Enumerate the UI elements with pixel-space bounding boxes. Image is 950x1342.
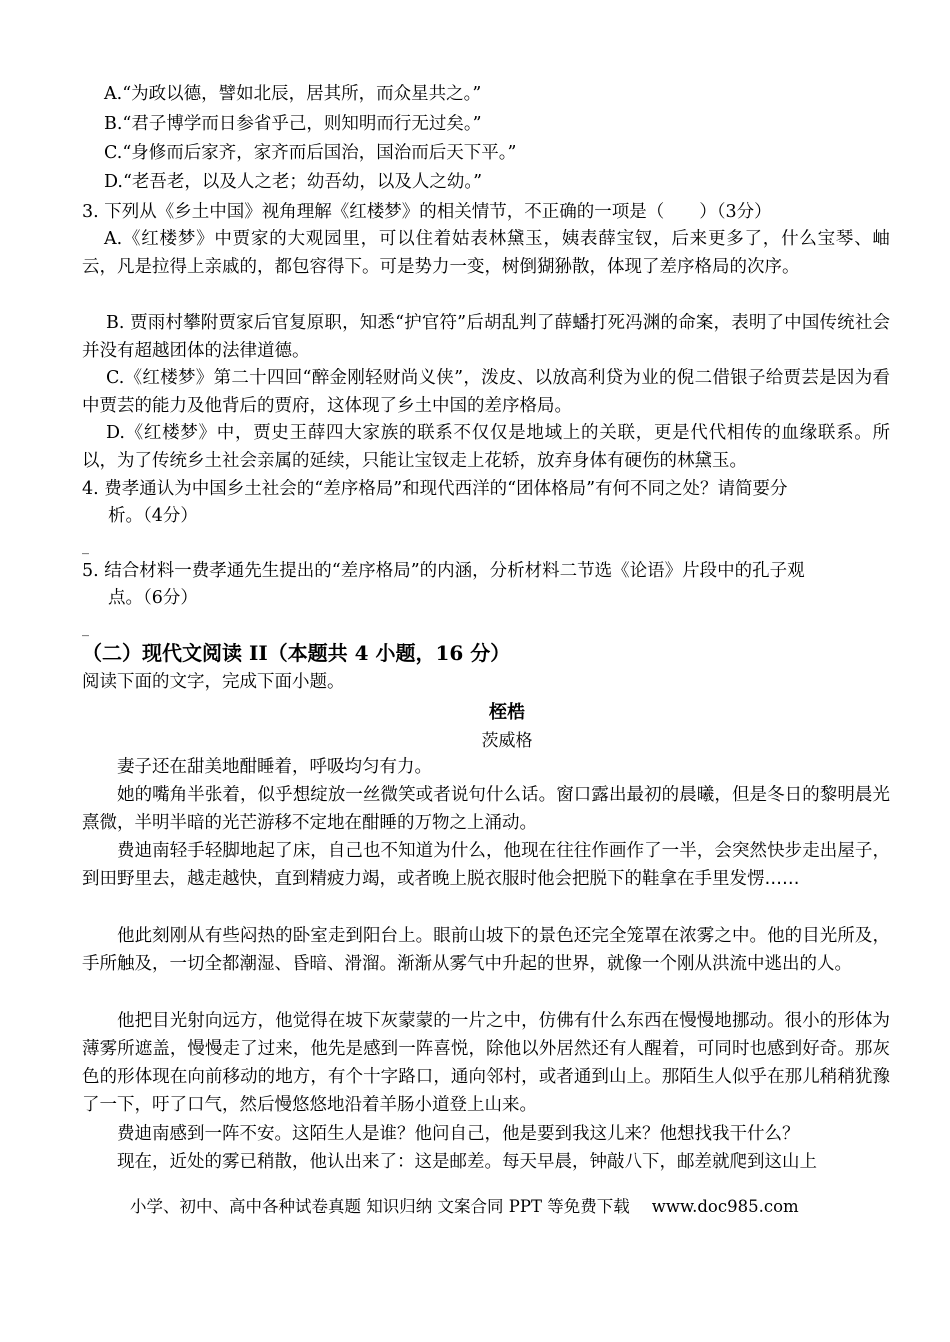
option-d: D.“老吾老，以及人之老；幼吾幼，以及人之幼。”: [104, 172, 483, 192]
question-3-stem: 3. 下列从《乡土中国》视角理解《红楼梦》的相关情节，不正确的一项是（ ）（3分）: [82, 202, 772, 222]
option-c: C.“身修而后家齐，家齐而后国治，国治而后天下平。”: [104, 143, 517, 163]
article-paragraph-6: 费迪南感到一阵不安。这陌生人是谁？他问自己，他是要到我这儿来？他想找我干什么？: [117, 1124, 800, 1144]
question-3-option-c: C.《红楼梦》第二十四回“醉金刚轻财尚义侠”，泼皮、以放高利贷为业的倪二借银子给贾芸是因为看中贾芸的能力及他背后的贾府，这体现了乡土中国的差序格局。: [82, 368, 890, 416]
option-a: A.“为政以德，譬如北辰，居其所，而众星共之。”: [104, 84, 482, 104]
answer-blank-5: _: [82, 621, 89, 637]
section-instruction: 阅读下面的文字，完成下面小题。: [82, 672, 345, 692]
page-footer: [130, 1193, 799, 1217]
article-paragraph-5: 他把目光射向远方，他觉得在坡下灰蒙蒙的一片之中，仿佛有什么东西在慢慢地挪动。很小的形体为薄雾所遮盖，慢慢走了过来，他先是感到一阵喜悦，除他以外居然还有人醒着，可同时也感到好奇。那灰色的形体现在向前移动的地方，有个十字路口，通向邻村，或者通到山上。那陌生人似乎在那儿稍稍犹豫了一下，吁了口气，然后慢悠悠地沿着羊肠小道登上山来。: [82, 1011, 890, 1115]
footer-text: 小学、初中、高中各种试卷真题 知识归纳 文案合同 PPT 等免费下载: [130, 1197, 630, 1216]
article-paragraph-4: 他此刻刚从有些闷热的卧室走到阳台上。眼前山坡下的景色还完全笼罩在浓雾之中。他的目光所及，手所触及，一切全都潮湿、昏暗、滑溜。渐渐从雾气中升起的世界，就像一个刚从洪流中逃出的人。: [82, 926, 890, 974]
footer-url[interactable]: www.doc985.com: [651, 1197, 799, 1216]
option-b: B.“君子博学而日参省乎己，则知明而行无过矣。”: [104, 114, 482, 134]
answer-blank-4: _: [82, 539, 89, 555]
article-title: 桎梏: [489, 702, 525, 723]
article-author: 茨威格: [481, 731, 533, 751]
article-paragraph-1: 妻子还在甜美地酣睡着，呼吸均匀有力。: [117, 757, 432, 777]
article-paragraph-2: 她的嘴角半张着，似乎想绽放一丝微笑或者说句什么话。窗口露出最初的晨曦，但是冬日的黎明晨光熹微，半明半暗的光芒游移不定地在酣睡的万物之上涌动。: [82, 785, 890, 833]
question-5-line2: 点。（6分）: [108, 588, 198, 608]
question-4-line2: 析。（4分）: [108, 506, 198, 526]
question-4-line1: 4. 费孝通认为中国乡土社会的“差序格局”和现代西洋的“团体格局”有何不同之处？请简要分: [82, 479, 788, 499]
article-paragraph-3: 费迪南轻手轻脚地起了床，自己也不知道为什么，他现在往往作画作了一半，会突然快步走出屋子，到田野里去，越走越快，直到精疲力竭，或者晚上脱衣服时他会把脱下的鞋拿在手里发愣……: [82, 841, 890, 889]
question-5-line1: 5. 结合材料一费孝通先生提出的“差序格局”的内涵，分析材料二节选《论语》片段中的孔子观: [82, 561, 805, 581]
question-3-option-a: A.《红楼梦》中贾家的大观园里，可以住着姑表林黛玉，姨表薛宝钗，后来更多了，什么宝琴、岫云，凡是拉得上亲戚的，都包容得下。可是势力一变，树倒猢狲散，体现了差序格局的次序。: [82, 229, 890, 277]
question-3-option-d: D.《红楼梦》中，贾史王薛四大家族的联系不仅仅是地域上的关联，更是代代相传的血缘联系。所以，为了传统乡土社会亲属的延续，只能让宝钗走上花轿，放弃身体有硬伤的林黛玉。: [82, 423, 890, 471]
article-paragraph-7: 现在，近处的雾已稍散，他认出来了：这是邮差。每天早晨，钟敲八下，邮差就爬到这山上: [117, 1152, 817, 1172]
question-3-option-b: B. 贾雨村攀附贾家后官复原职，知悉“护官符”后胡乱判了薛蟠打死冯渊的命案，表明了中国传统社会并没有超越团体的法律道德。: [82, 313, 890, 361]
section-heading: （二）现代文阅读 II（本题共 4 小题，16 分）: [82, 641, 511, 665]
